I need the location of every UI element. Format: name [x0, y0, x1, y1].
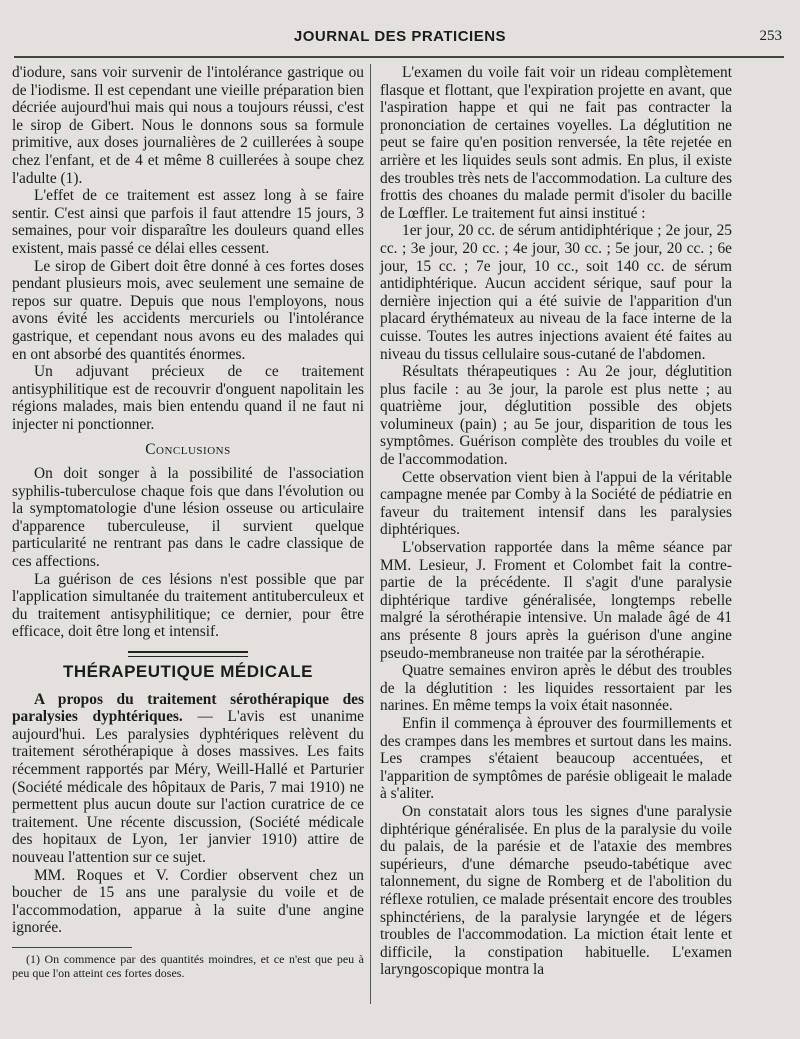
paragraph: 1er jour, 20 cc. de sérum antidiphtérique ; 2e jour, 25 cc. ; 3e jour, 20 cc. ; 4e jour, 30 cc. ; 5e jour, 20 cc. ; 6e jour, 15 cc. ; 7e jour, 10 cc., soit 140 cc. de sérum antidiphtérique. Aucun accident sérique, sauf pour la dernière injection qui a été suivie de l'apparition d'un placard érythémateux au niveau de la face interne de la cuisse. Toutes les autres injections avaient été faites au niveau du tissus cellulaire sous-cutané de l'abdomen. — [380, 222, 732, 363]
paragraph: Le sirop de Gibert doit être donné à ces fortes doses pendant plusieurs mois, avec seulement une semaine de repos sur quatre. Depuis que nous l'employons, nous avons évité les accidents mercuriels ou l'intolérance gastrique, et cependant nous avons eu des malades qui en ont absorbé des quantités énormes. — [12, 257, 364, 363]
footnote: (1) On commence par des quantités moindres, et ce n'est que peu à peu que l'on atteint ces fortes doses. — [12, 951, 364, 980]
paragraph: L'examen du voile fait voir un rideau complètement flasque et flottant, que l'expiration projette en avant, que l'aspiration happe et qui ne fait pas contracter la prononciation de certaines voyelles. La déglutition ne peut se faire qu'en position renversée, la tête rejetée en arrière et les liquides seuls sont admis. En plus, il existe des troubles très nets de l'accommodation. La culture des frottis des choanes du malade permit d'isoler du bacille de Lœffler. Le traitement fut ainsi institué : — [380, 64, 732, 222]
paragraph: Enfin il commença à éprouver des fourmillements et des crampes dans les membres et surtout dans les mains. Les crampes s'étaient beaucoup accentuées, et l'apparition de symptômes de parésie obligeait le malade à s'aliter. — [380, 714, 732, 803]
section-title: THÉRAPEUTIQUE MÉDICALE — [63, 662, 313, 681]
paragraph: On doit songer à la possibilité de l'association syphilis-tuberculose chaque fois que dans l'évolution ou la symptomatologie d'une lésion osseuse ou articulaire d'apparence tuberculeuse, il survient quelque particularité ne rentrant pas dans le cadre classique de ces affections. — [12, 465, 364, 571]
section-divider — [128, 651, 248, 657]
paragraph: La guérison de ces lésions n'est possible que par l'application simultanée du traitement antituberculeux et du traitement antisyphilitique; ce dernier, pour être efficace, doit être long et intensif. — [12, 570, 364, 641]
conclusions-heading: Conclusions — [145, 441, 231, 459]
paragraph: On constatait alors tous les signes d'une paralysie diphtérique généralisée. En plus de la paralysie du voile du palais, de la parésie et de l'ataxie des membres supérieurs, d'une démarche pseudo-tabétique avec talonnement, du signe de Romberg et de l'abolition du réflexe rotulien, ce malade présentait encore des troubles sphinctériens, de la paralysie laryngée et de légers troubles de l'accommodation. La miction était lente et difficile, la constipation habituelle. L'examen laryngoscopique montra la — [380, 802, 732, 979]
footnote-rule — [12, 947, 132, 948]
left-column — [12, 64, 364, 980]
paragraph: Quatre semaines environ après le début des troubles de la déglutition : les liquides ressortaient par les narines. En même temps la voix était nasonnée. — [380, 662, 732, 715]
article-title: A propos du traitement sérothérapique des paralysies dyphtériques. — [12, 690, 364, 726]
article-intro-text: — L'avis est unanime aujourd'hui. Les paralysies dyphtériques relèvent du traitement sérothérapique à doses massives. Les faits récemment rapportés par Méry, Weill-Hallé et Parturier (Société médicale des hôpitaux de Paris, 7 mai 1910) ne permettent plus aucun doute sur l'action curatrice de ce traitement. Une récente discussion, (Société médicale des hopitaux de Lyon, 1er janvier 1910) attire de nouveau l'attention sur ce sujet. — [12, 708, 364, 866]
article-intro — [12, 691, 364, 867]
paragraph: Cette observation vient bien à l'appui de la véritable campagne menée par Comby à la Société de pédiatrie en faveur du traitement intensif dans les paralysies diphtériques. — [380, 468, 732, 539]
paragraph: L'observation rapportée dans la même séance par MM. Lesieur, J. Froment et Colombet fait la contre-partie de la précédente. Il s'agit d'une paralysie diphtérique tardive généralisée, longtemps rebelle malgré la sérothérapie intensive. Un malade âgé de 41 ans présente 8 jours après la guérison d'une angine pseudo-membraneuse non traitée par la sérothérapie. — [380, 539, 732, 662]
header-rule — [14, 56, 784, 58]
paragraph: L'effet de ce traitement est assez long à se faire sentir. C'est ainsi que parfois il faut attendre 15 jours, 3 semaines, pour voir disparaître les douleurs quand elles existent, mais passé ce délai elles cessent. — [12, 187, 364, 257]
journal-title: JOURNAL DES PRATICIENS — [293, 28, 507, 45]
page-number: 253 — [759, 28, 782, 44]
paragraph: MM. Roques et V. Cordier observent chez un boucher de 15 ans une paralysie du voile et de l'accommodation, apparue à la suite d'une angine ignorée. — [12, 866, 364, 937]
right-column — [380, 64, 732, 979]
page-header — [0, 28, 800, 50]
column-divider — [370, 64, 371, 1004]
paragraph: Un adjuvant précieux de ce traitement antisyphilitique est de recouvrir d'onguent napolitain les régions malades, mais bien entendu quand il ne faut ni injecter ni ponctionner. — [12, 363, 364, 433]
paragraph: d'iodure, sans voir survenir de l'intolérance gastrique ou de l'iodisme. Il est cependant une vieille préparation bien décriée aujourd'hui mais qui nous a toujours réussi, c'est le sirop de Gibert. Nous le donnons sous sa formule primitive, aux doses journalières de 2 cuillerées à soupe chez l'enfant, et de 4 et même 8 cuillerées à soupe chez l'adulte (1). — [12, 64, 364, 187]
paragraph: Résultats thérapeutiques : Au 2e jour, déglutition plus facile : au 3e jour, la parole est plus nette ; au quatrième jour, déglutition possible des objets volumineux (pain) ; au 5e jour, disparition de tous les symptômes. Guérison complète des troubles du voile et de l'accommodation. — [380, 363, 732, 469]
